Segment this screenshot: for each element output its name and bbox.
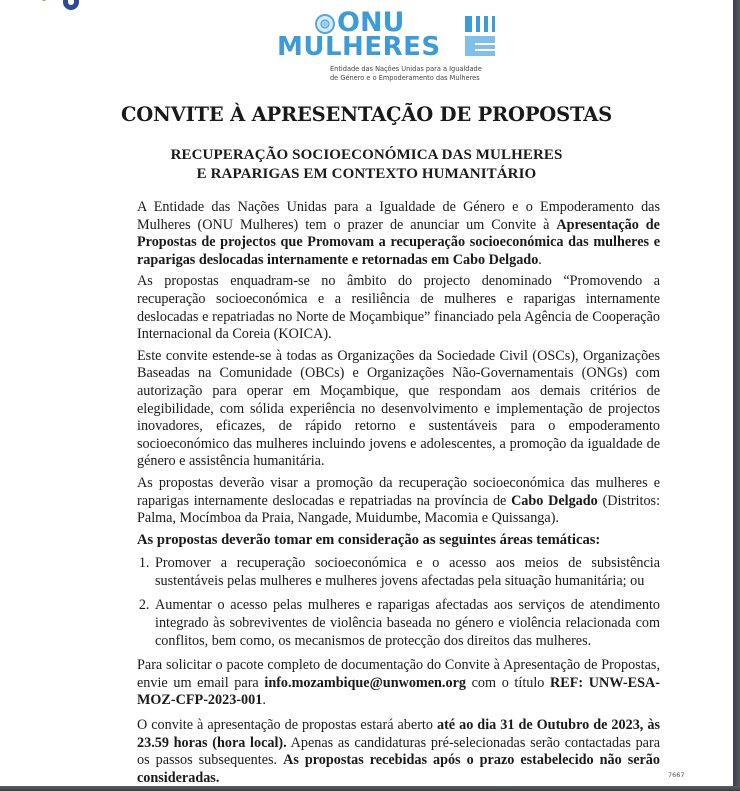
un-women-emblem-icon [465, 16, 495, 58]
contact-paragraph: Para solicitar o pacote completo de documentação do Convite à Apresentação de Propostas, envie um email para info.mozambique@unwomen.org com o título REF: UNW-ESA-MOZ-CFP-2023-001. [137, 657, 660, 709]
subtitle-line-2: E RAPARIGAS EM CONTEXTO HUMANITÁRIO [196, 166, 537, 182]
document-subtitle [0, 146, 733, 184]
project-paragraph: As propostas enquadram-se no âmbito do projecto denominado “Promovendo a recuperação socioeconómica e a resiliência de mulheres e raparigas internamente deslocadas e repatriadas no Norte de Moçambique” financiado pela Agência de Cooperação Internacional da Coreia (KOICA). [137, 273, 660, 343]
un-emblem-globe-icon [315, 14, 335, 34]
logo-tagline-2: de Género e o Empoderamento das Mulheres [330, 74, 480, 82]
eligibility-paragraph: Este convite estende-se à todas as Organizações da Sociedade Civil (OSCs), Organizações Baseadas na Comunidade (OBCs) e Organizações Não-Governamentais (ONGs) com autorização para operar em Moçambique, que respondam aos demais critérios de elegibilidade, com sólida experiência no desenvolvimento e implementação de projectos inovadores, eficazes, de rápido retorno e sustentáveis para o empoderamento socioeconómico das mulheres incluindo jovens e adolescentes, a promoção da igualdade de género e assistência humanitária. [137, 347, 660, 470]
theme-item: 1. Promover a recuperação socioeconómica e o acesso aos meios de subsistência sustentáveis pelas mulheres e mulheres jovens afectadas pela situação humanitária; ou [153, 555, 660, 590]
logo-mulheres-text: MULHERES [277, 32, 441, 62]
themes-list [137, 555, 660, 650]
reference-code: REF: UNW-ESA-MOZ-CFP-2023-001 [137, 674, 660, 709]
corner-logo-icon [40, 0, 100, 16]
late-submission-warning: As propostas recebidas após o prazo estabelecido não serão consideradas. [137, 752, 660, 786]
page-code: 7667 [668, 771, 685, 779]
green-dot-icon [42, 0, 46, 1]
deadline-bold-text: até ao dia 31 de Outubro de 2023, às 23.59 horas (hora local). [137, 717, 660, 751]
document-title: CONVITE À APRESENTAÇÃO DE PROPOSTAS [120, 103, 613, 126]
target-paragraph: As propostas deverão visar a promoção da recuperação socioeconómica das mulheres e raparigas internamente deslocadas e repatriadas na província de Cabo Delgado (Distritos: Palma, Mocímboa da Praia, Nangade, Muidumbe, Macomia e Quissanga). [137, 474, 661, 527]
document-body [137, 199, 660, 786]
intro-bold-text: Apresentação de Propostas de projectos que Promovam a recuperação socioeconómica das mulheres e raparigas deslocadas internamente e retornadas em Cabo Delgado [137, 216, 660, 268]
logo-onu-text: ONU [337, 7, 405, 38]
logo-tagline-1: Entidade das Nações Unidas para a Igualdade [330, 65, 482, 73]
un-women-logo [277, 6, 502, 92]
blue-u-glyph-icon [63, 0, 79, 10]
viewer-scroll-edge[interactable] [733, 0, 740, 791]
themes-heading: As propostas deverão tomar em consideração as seguintes áreas temáticas: [137, 531, 601, 548]
intro-paragraph: A Entidade das Nações Unidas para a Igualdade de Género e o Empoderamento das Mulheres (ONU Mulheres) tem o prazer de anunciar um Convite à Apresentação de Propostas de projectos que Promovam a recuperação socioeconómica das mulheres e raparigas deslocadas internamente e retornadas em Cabo Delgado. [137, 199, 660, 268]
province-bold-text: Cabo Delgado [511, 492, 598, 509]
deadline-paragraph: O convite à apresentação de propostas estará aberto até ao dia 31 de Outubro de 2023, às 23.59 horas (hora local). Apenas as candidaturas pré-selecionadas serão contactadas para os passos subsequentes. As propostas recebidas após o prazo estabelecido não serão consideradas. [137, 717, 661, 786]
subtitle-line-1: RECUPERAÇÃO SOCIOECONÓMICA DAS MULHERES [170, 147, 563, 163]
theme-item: 2. Aumentar o acesso pelas mulheres e raparigas afectadas aos serviços de atendimento integrado às sobreviventes de violência baseada no género e violência relacionada com conflitos, bem como, os mecanismos de protecção dos direitos das mulheres. [153, 597, 660, 650]
viewer-bottom-edge [0, 786, 740, 791]
contact-email-link[interactable]: info.mozambique@unwomen.org [264, 674, 466, 691]
